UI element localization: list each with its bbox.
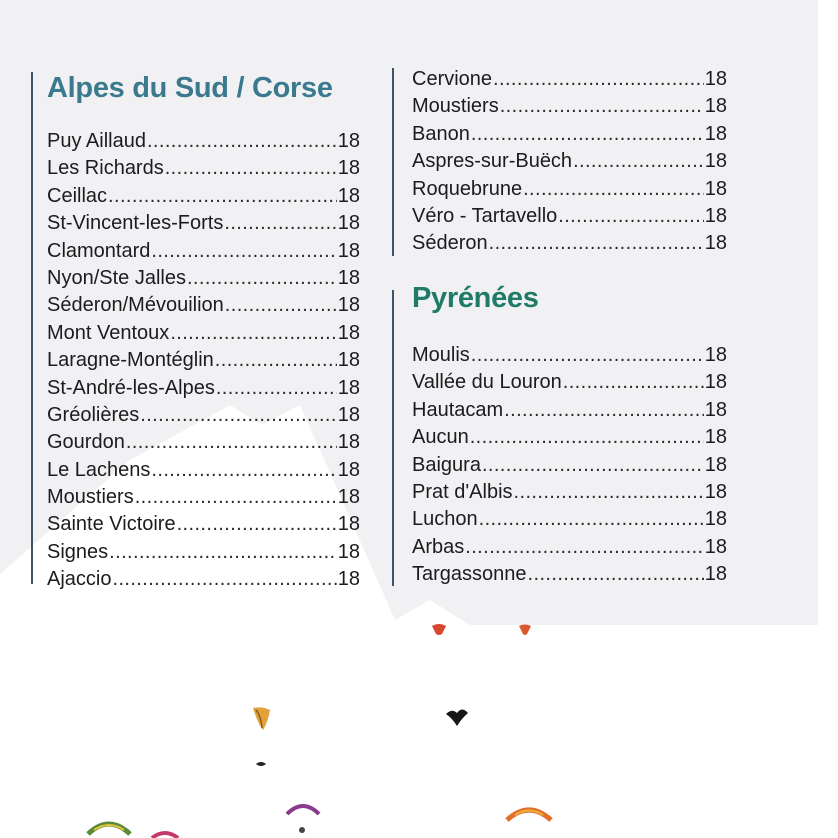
toc-entry-page: 18: [337, 403, 360, 426]
toc-entry-page: 18: [704, 480, 727, 503]
toc-entry: [412, 369, 727, 396]
toc-entry-name: Signes: [47, 540, 109, 563]
dot-leader: [147, 128, 337, 155]
toc-entry-name: Séderon/Mévouilion: [47, 294, 224, 317]
toc-entry: [47, 484, 360, 511]
toc-entry: [412, 121, 727, 148]
toc-entry: [47, 511, 360, 538]
toc-entry-page: 18: [704, 204, 727, 227]
toc-entry-name: St-Vincent-les-Forts: [47, 212, 224, 235]
toc-entry-page: 18: [704, 453, 727, 476]
paraglider-icon: [86, 818, 132, 836]
toc-entry-name: St-André-les-Alpes: [47, 376, 215, 399]
toc-entry: [412, 561, 727, 588]
toc-entry: [412, 534, 727, 561]
toc-entry-page: 18: [704, 122, 727, 145]
toc-entry: [47, 128, 360, 155]
toc-entry-page: 18: [704, 232, 727, 255]
toc-entry: [47, 539, 360, 566]
dot-leader: [471, 121, 704, 148]
toc-entry-page: 18: [337, 184, 360, 207]
toc-entry-name: Vallée du Louron: [412, 371, 562, 394]
dot-leader: [140, 402, 336, 429]
section-title-alpes: Alpes du Sud / Corse: [47, 72, 333, 104]
toc-entry: [412, 203, 727, 230]
toc-entry-name: Gourdon: [47, 431, 125, 454]
toc-entry-page: 18: [337, 513, 360, 536]
dot-leader: [489, 230, 704, 257]
toc-entry: [412, 66, 727, 93]
dot-leader: [215, 347, 337, 374]
toc-entry-name: Séderon: [412, 232, 488, 255]
toc-entry-name: Targassonne: [412, 563, 527, 586]
toc-entry-page: 18: [337, 568, 360, 591]
dot-leader: [224, 210, 336, 237]
paraglider-icon: [285, 802, 321, 816]
dot-leader: [177, 511, 337, 538]
dot-leader: [151, 238, 336, 265]
toc-entry-page: 18: [337, 239, 360, 262]
toc-entry: [412, 230, 727, 257]
toc-entry-page: 18: [337, 212, 360, 235]
toc-entry-page: 18: [704, 150, 727, 173]
toc-entry-name: Aspres-sur-Buëch: [412, 150, 573, 173]
dot-leader: [109, 539, 337, 566]
dot-leader: [465, 534, 704, 561]
dot-leader: [170, 320, 336, 347]
toc-entry-name: Ajaccio: [47, 568, 112, 591]
dot-leader: [482, 452, 704, 479]
toc-entry-page: 18: [704, 398, 727, 421]
section-alpes: [31, 72, 368, 591]
toc-entry-name: Moustiers: [47, 486, 134, 509]
toc-entry-name: Mont Ventoux: [47, 321, 170, 344]
toc-entry: [47, 238, 360, 265]
toc-entry: [412, 176, 727, 203]
dot-leader: [528, 561, 704, 588]
toc-entry-page: 18: [337, 486, 360, 509]
toc-entry-name: Roquebrune: [412, 177, 523, 200]
toc-entry-page: 18: [337, 266, 360, 289]
toc-list-alpes: [47, 128, 360, 594]
toc-entry-name: Hautacam: [412, 398, 504, 421]
toc-entry-page: 18: [337, 130, 360, 152]
section-alpes-continued: [392, 68, 734, 256]
toc-entry: [47, 320, 360, 347]
toc-entry: [47, 375, 360, 402]
toc-entry: [47, 155, 360, 182]
toc-entry: [412, 452, 727, 479]
toc-entry: [412, 148, 727, 175]
toc-entry: [412, 342, 727, 369]
toc-list-alpes-continued: [412, 66, 727, 258]
paraglider-icon: [255, 760, 267, 768]
toc-entry-name: Le Lachens: [47, 458, 151, 481]
toc-entry-name: Nyon/Ste Jalles: [47, 266, 186, 289]
toc-entry-page: 18: [337, 349, 360, 372]
toc-entry-name: Luchon: [412, 508, 478, 531]
toc-entry-page: 18: [337, 321, 360, 344]
paraglider-icon: [430, 624, 448, 636]
dot-leader: [135, 484, 337, 511]
dot-leader: [500, 93, 704, 120]
toc-entry-name: Banon: [412, 122, 470, 145]
toc-entry-page: 18: [704, 371, 727, 394]
dot-leader: [523, 176, 704, 203]
toc-entry: [412, 93, 727, 120]
paraglider-icon: [250, 706, 274, 734]
paraglider-icon: [505, 806, 553, 822]
toc-entry-name: Ceillac: [47, 184, 108, 207]
dot-leader: [514, 479, 704, 506]
dot-leader: [216, 375, 337, 402]
dot-leader: [187, 265, 337, 292]
toc-entry: [47, 210, 360, 237]
dot-leader: [126, 429, 337, 456]
toc-entry-page: 18: [704, 177, 727, 200]
toc-entry-page: 18: [704, 426, 727, 449]
toc-list-pyrenees: [412, 342, 727, 589]
toc-entry-page: 18: [337, 294, 360, 317]
toc-entry-page: 18: [704, 535, 727, 558]
dot-leader: [470, 424, 704, 451]
dot-leader: [108, 183, 337, 210]
dot-leader: [471, 342, 704, 369]
toc-entry: [47, 429, 360, 456]
dot-leader: [573, 148, 704, 175]
dot-leader: [225, 292, 337, 319]
toc-entry: [412, 506, 727, 533]
toc-entry: [412, 479, 727, 506]
toc-entry-name: Clamontard: [47, 239, 151, 262]
toc-entry-page: 18: [337, 458, 360, 481]
toc-entry: [412, 424, 727, 451]
paraglider-icon: [298, 826, 306, 834]
section-title-pyrenees: Pyrénées: [412, 282, 539, 314]
paraglider-icon: [444, 704, 470, 728]
toc-entry-page: 18: [704, 68, 727, 90]
toc-entry-page: 18: [337, 540, 360, 563]
toc-entry: [47, 566, 360, 593]
toc-entry: [47, 402, 360, 429]
toc-entry-name: Cervione: [412, 68, 493, 90]
toc-entry-name: Puy Aillaud: [47, 130, 146, 152]
toc-entry-name: Moulis: [412, 344, 470, 366]
section-pyrenees: [392, 282, 734, 586]
toc-entry: [47, 292, 360, 319]
toc-entry-page: 18: [704, 95, 727, 118]
toc-entry: [47, 183, 360, 210]
toc-entry: [47, 347, 360, 374]
toc-entry-page: 18: [337, 157, 360, 180]
dot-leader: [563, 369, 704, 396]
toc-entry-name: Aucun: [412, 426, 469, 449]
dot-leader: [493, 66, 704, 93]
dot-leader: [479, 506, 704, 533]
toc-entry-page: 18: [704, 508, 727, 531]
toc-entry-name: Véro - Tartavello: [412, 204, 558, 227]
toc-entry-name: Les Richards: [47, 157, 164, 180]
toc-entry-name: Baigura: [412, 453, 481, 476]
toc-entry-name: Moustiers: [412, 95, 499, 118]
dot-leader: [151, 457, 336, 484]
toc-entry-page: 18: [337, 376, 360, 399]
dot-leader: [558, 203, 703, 230]
paraglider-icon: [150, 830, 180, 838]
toc-entry-name: Arbas: [412, 535, 465, 558]
toc-entry-name: Laragne-Montéglin: [47, 349, 214, 372]
toc-entry-page: 18: [704, 344, 727, 366]
toc-entry-page: 18: [337, 431, 360, 454]
toc-entry-name: Sainte Victoire: [47, 513, 176, 536]
toc-entry-name: Prat d'Albis: [412, 480, 513, 503]
dot-leader: [165, 155, 337, 182]
paraglider-icon: [518, 624, 532, 636]
dot-leader: [112, 566, 336, 593]
toc-entry: [47, 457, 360, 484]
toc-entry-name: Gréolières: [47, 403, 140, 426]
toc-entry: [412, 397, 727, 424]
toc-entry: [47, 265, 360, 292]
toc-entry-page: 18: [704, 563, 727, 586]
dot-leader: [504, 397, 704, 424]
